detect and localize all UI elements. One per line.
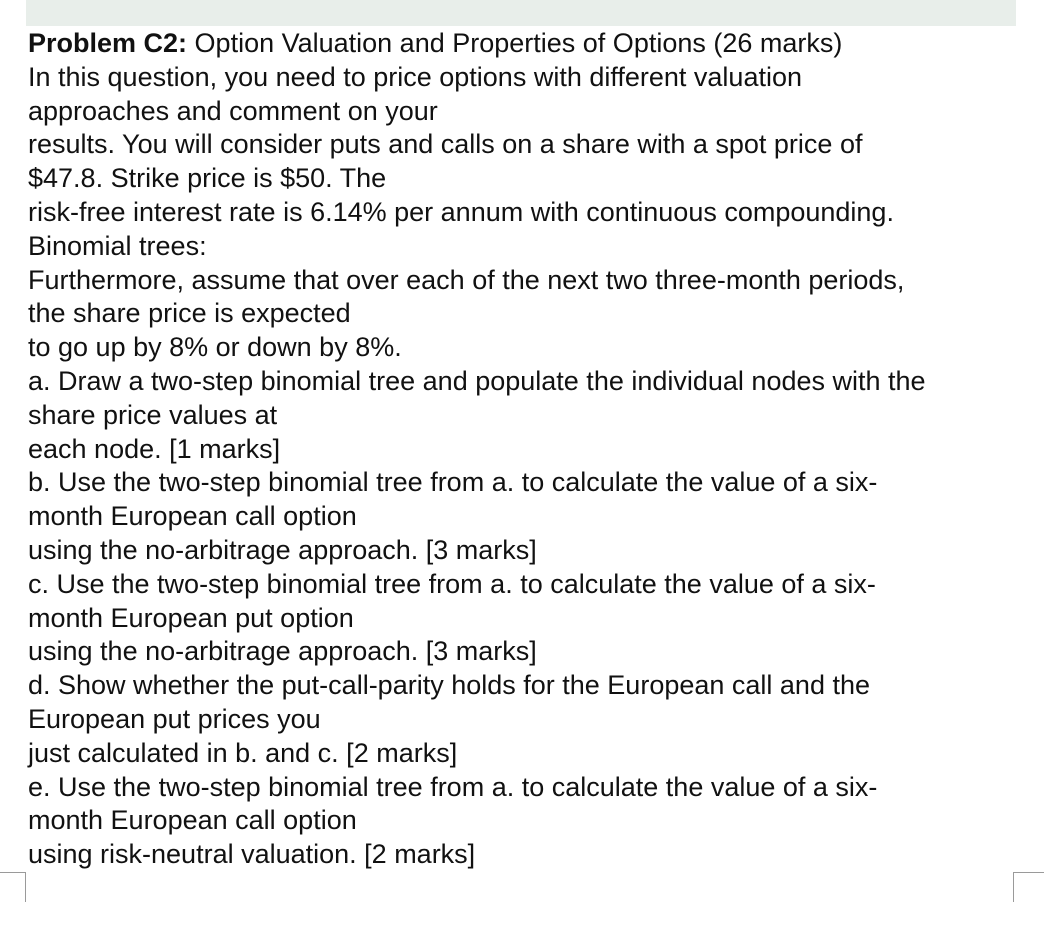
text-line: using the no-arbitrage approach. [3 marks] [28, 534, 537, 565]
document-body [28, 27, 1028, 872]
question-a: a. Draw a two-step binomial tree and populate the individual nodes with the [28, 365, 926, 396]
problem-label: Problem C2: [28, 28, 188, 58]
text-line: Furthermore, assume that over each of the next two three-month periods, [28, 264, 905, 295]
section-heading-binomial-trees: Binomial trees: [28, 230, 207, 261]
problem-title: Option Valuation and Properties of Options (26 marks) [187, 28, 843, 58]
problem-heading [28, 27, 1028, 61]
question-d: d. Show whether the put-call-parity holds for the European call and the [28, 670, 870, 701]
text-line: results. You will consider puts and calls on a share with a spot price of [28, 129, 863, 160]
text-line: the share price is expected [28, 298, 351, 329]
text-line: share price values at [28, 399, 278, 430]
text-line: approaches and comment on your [28, 95, 438, 126]
question-b: b. Use the two-step binomial tree from a. to calculate the value of a six- [28, 467, 878, 498]
margin-corner-mark-left [0, 872, 26, 902]
text-line: European put prices you [28, 703, 321, 734]
text-line: just calculated in b. and c. [2 marks] [28, 737, 458, 768]
text-line: to go up by 8% or down by 8%. [28, 332, 402, 363]
page-top-band [26, 0, 1016, 26]
question-c: c. Use the two-step binomial tree from a. to calculate the value of a six- [28, 568, 876, 599]
text-line: month European call option [28, 805, 357, 836]
margin-corner-mark-right [1013, 872, 1044, 902]
text-line: In this question, you need to price options with different valuation [28, 61, 802, 92]
text-line: using the no-arbitrage approach. [3 marks] [28, 636, 537, 667]
text-line: $47.8. Strike price is $50. The [28, 163, 387, 194]
question-e: e. Use the two-step binomial tree from a. to calculate the value of a six- [28, 771, 878, 802]
text-line: each node. [1 marks] [28, 433, 281, 464]
text-line: risk-free interest rate is 6.14% per annum with continuous compounding. [28, 196, 894, 227]
text-line: using risk-neutral valuation. [2 marks] [28, 839, 476, 870]
text-line: month European call option [28, 501, 357, 532]
text-line: month European put option [28, 602, 354, 633]
